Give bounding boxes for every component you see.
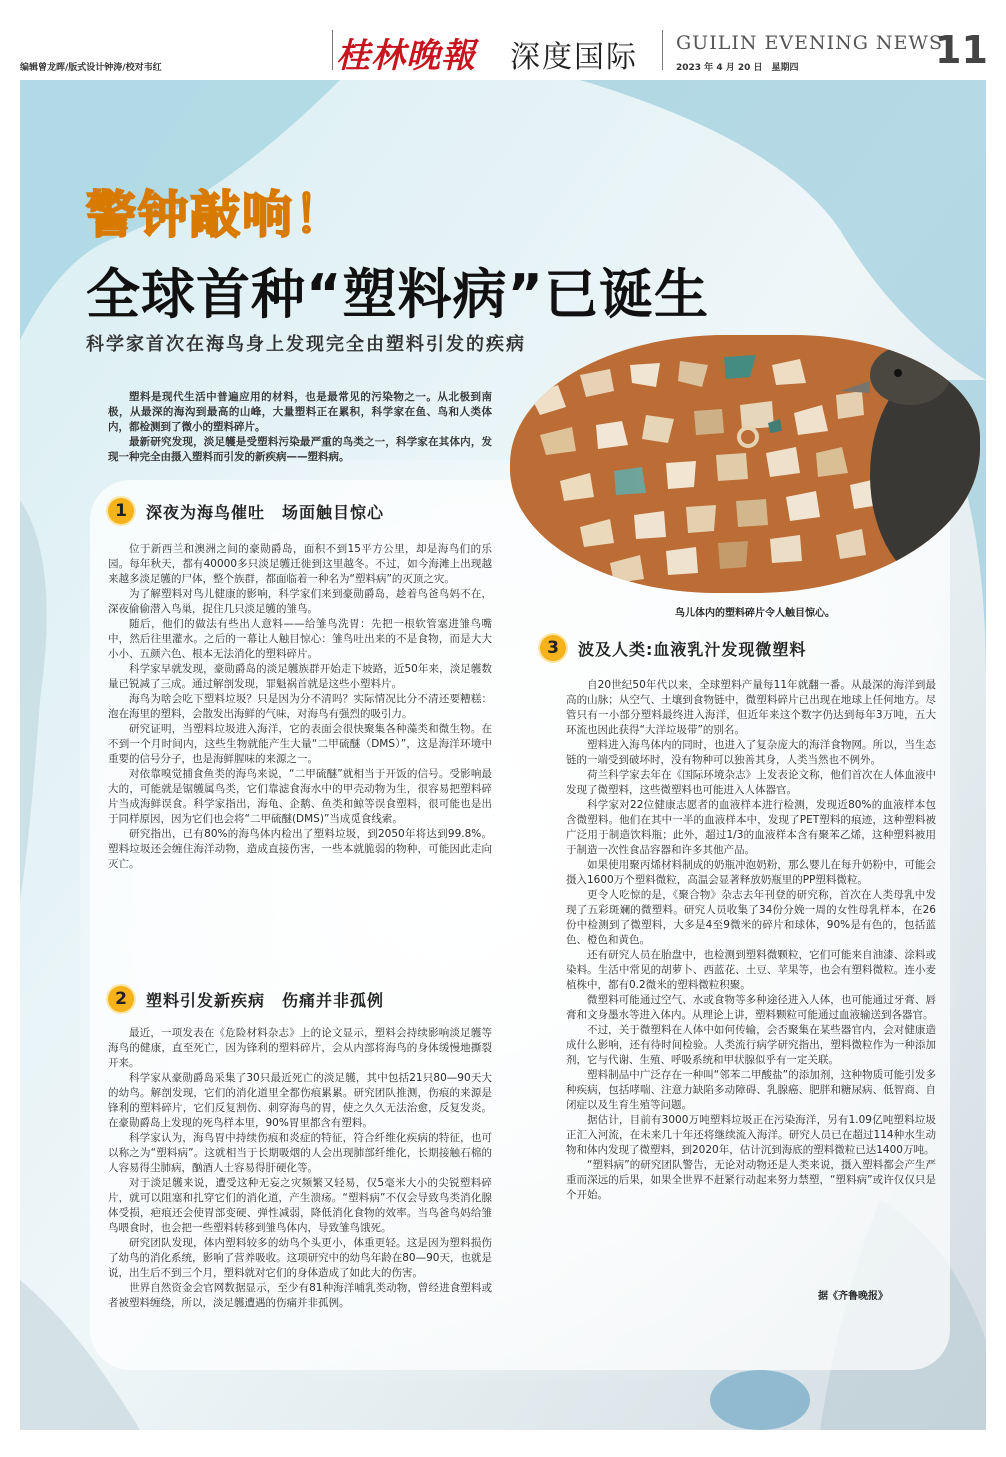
body-paragraph: 科学家从豪勋爵岛采集了30只最近死亡的淡足鹱，其中包括21只80—90天大的幼鸟。解剖发现，它们的消化道里全都伤痕累累。研究团队推测，伤痕的来源是锋利的塑料碎片，它们反复割伤、刺穿海鸟的胃，使之久久无法治愈，反复发炎。在豪勋爵岛上发现的死鸟样本里，90%胃里都含有塑料。 [108,1072,492,1129]
section-heading-2 [108,985,384,1013]
body-paragraph: 还有研究人员在胎盘中，也检测到塑料微颗粒，它们可能来自油漆、涂料或染料。生活中常见的胡萝卜、西蓝花、土豆、苹果等，也会有塑料微粒。连小麦植株中，都有0.2微米的塑料微粒积聚。 [566,949,936,991]
body-paragraph: 位于新西兰和澳洲之间的豪勋爵岛，面积不到15平方公里，却是海鸟们的乐园。每年秋天，都有40000多只淡足鹱迁徙到这里越冬。不过，如今海滩上出现越来越多淡足鹱的尸体，整个族群，都面临着一种名为“塑料病”的灭顶之灾。 [108,543,492,585]
subheadline: 科学家首次在海鸟身上发现完全由塑料引发的疾病 [86,334,526,355]
section-title: 塑料引发新疾病 伤痛并非孤例 [146,990,385,1010]
section-2-body [108,1026,492,1311]
body-paragraph: 随后，他们的做法有些出人意料——给雏鸟洗胃：先把一根软管塞进雏鸟嘴中，然后往里灌水。之后的一幕让人触目惊心：雏鸟吐出来的不是食物，而是大大小小、五颜六色、根本无法消化的塑料碎片。 [108,618,492,660]
body-paragraph: 研究证明，当塑料垃圾进入海洋，它的表面会很快聚集各种藻类和微生物。在不到一个月时间内，这些生物就能产生大量“二甲硫醚（DMS）”，这是海洋环境中重要的信号分子，也是海鲜腥味的来源之一。 [108,723,492,765]
section-3-body [566,678,936,1203]
body-paragraph: 对依靠嗅觉捕食鱼类的海鸟来说，“二甲硫醚”就相当于开饭的信号。受影响最大的，可能就是锯鹱属鸟类，它们靠滤食海水中的甲壳动物为生，很容易把塑料碎片当成海鲜误食。科学家指出，海龟、企鹅、鱼类和鲸等误食塑料，很可能也是出于同样原因，因为它们也会将“二甲硫醚(DMS)”当成觅食线索。 [108,768,492,825]
editor-credits: 编辑曾龙晖/版式设计钟涛/校对韦红 [20,63,162,73]
publication-date: 2023 年 4 月 20 日 星期四 [676,63,799,73]
section-heading-1 [108,497,384,525]
section-number-badge: 1 [108,498,134,524]
body-paragraph: 如果使用聚丙烯材料制成的奶瓶冲泡奶粉，那么婴儿在每升奶粉中，可能会摄入1600万个塑料微粒，高温会显著释放奶瓶里的PP塑料微粒。 [566,859,936,886]
body-paragraph: 塑料进入海鸟体内的同时，也进入了复杂庞大的海洋食物网。所以，当生态链的一端受到破坏时，没有物种可以独善其身，人类当然也不例外。 [566,739,936,766]
body-paragraph: 世界自然资金会官网数据显示，至少有81种海洋哺乳类动物，曾经进食塑料或者被塑料缠绕，所以，淡足鹱遭遇的伤痛并非孤例。 [108,1282,492,1309]
headline: 全球首种“塑料病”已诞生 [86,263,709,326]
body-paragraph: 对于淡足鹱来说，遭受这种无妄之灾频繁又轻易，仅5毫米大小的尖锐塑料碎片，就可以阻塞和扎穿它们的消化道，产生溃疡。“塑料病”不仅会导致鸟类消化腺体受损，疤痕还会使胃部变硬、弹性减弱，降低消化食物的效率。当鸟爸鸟妈给雏鸟喂食时，也会把一些塑料转移到雏鸟体内，导致雏鸟饿死。 [108,1177,492,1234]
body-paragraph: 最近，一项发表在《危险材料杂志》上的论文显示，塑料会持续影响淡足鹱等海鸟的健康，直至死亡，因为锋利的塑料碎片，会从内部将海鸟的身体缓慢地撕裂开来。 [108,1027,492,1069]
headline-kicker: 警钟敲响！ [86,186,346,244]
body-paragraph: 自20世纪50年代以来，全球塑料产量每11年就翻一番。从最深的海洋到最高的山脉；从空气、土壤到食物链中，微塑料碎片已出现在地球上任何地方。尽管只有一小部分塑料最终进入海洋，但近年来这个数字仍达到每年3万吨，五大环流也因此获得“大洋垃圾带”的别名。 [566,679,936,736]
section-title: 波及人类:血液乳汁发现微塑料 [578,639,807,659]
section-1-body [108,542,492,872]
section-title: 深夜为海鸟催吐 场面触目惊心 [146,502,385,522]
section-name: 深度国际 [510,40,638,75]
body-paragraph: 科学家对22位健康志愿者的血液样本进行检测，发现近80%的血液样本包含微塑料。他们在其中一半的血液样本中，发现了PET塑料的痕迹，这种塑料被广泛用于制造饮料瓶；此外，超过1/3的血液样本含有聚苯乙烯，这种塑料被用于制造一次性食品容器和许多其他产品。 [566,799,936,856]
lead-paragraph: 最新研究发现，淡足鹱是受塑料污染最严重的鸟类之一，科学家在其体内，发现一种完全由摄入塑料而引发的新疾病——塑料病。 [108,436,492,463]
article-source: 据《齐鲁晚报》 [818,1291,888,1302]
section-number-badge: 2 [108,986,134,1012]
body-paragraph: 不过，关于微塑料在人体中如何传输，会否聚集在某些器官内，会对健康造成什么影响，还有待时间检验。人类流行病学研究指出，塑料微粒作为一种添加剂，它与代谢、生殖、呼吸系统和甲状腺似乎有一定关联。 [566,1024,936,1066]
section-number-badge: 3 [540,635,566,661]
body-paragraph: 研究团队发现，体内塑料较多的幼鸟个头更小，体重更轻。这是因为塑料损伤了幼鸟的消化系统，影响了营养吸收。这项研究中的幼鸟年龄在80—90天，也就是说，出生后不到三个月，塑料就对它们的身体造成了如此大的伤害。 [108,1237,492,1279]
newspaper-logo: 桂林晚報 [336,36,476,76]
photo-caption: 鸟儿体内的塑料碎片令人触目惊心。 [675,608,835,619]
body-paragraph: 更令人吃惊的是，《聚合物》杂志去年刊登的研究称，首次在人类母乳中发现了五彩斑斓的微塑料。研究人员收集了34份分娩一周的女性母乳样本，在26份中检测到了微塑料，大多是4至9微米的碎片和球体，90%是有色的，包括蓝色、橙色和黄色。 [566,889,936,946]
article-lead [108,390,492,465]
header-divider [332,30,333,70]
newspaper-english-name: GUILIN EVENING NEWS [676,32,943,54]
body-paragraph: 科学家认为，海鸟胃中持续伤痕和炎症的特征，符合纤维化疾病的特征，也可以称之为“塑料病”。这就相当于长期吸烟的人会出现肺部纤维化，长期接触石棉的人容易得尘肺病，酗酒人士容易得肝硬化等。 [108,1132,492,1174]
section-heading-3 [540,634,806,662]
body-paragraph: 研究指出，已有80%的海鸟体内检出了塑料垃圾，到2050年将达到99.8%。塑料垃圾还会缠住海洋动物，造成直接伤害，一些本就脆弱的物种，可能因此走向灭亡。 [108,828,492,870]
page-number: 11 [935,28,988,72]
header-divider [662,30,663,70]
body-paragraph: 海鸟为啥会吃下塑料垃圾？只是因为分不清吗？实际情况比分不清还要糟糕：泡在海里的塑料，会散发出海鲜的气味，对海鸟有强烈的吸引力。 [108,693,492,720]
body-paragraph: “塑料病”的研究团队警告，无论对动物还是人类来说，摄入塑料都会产生严重而深远的后果，如果全世界不赶紧行动起来努力禁塑，“塑料病”或许仅仅只是个开始。 [566,1159,936,1201]
body-paragraph: 荷兰科学家去年在《国际环境杂志》上发表论文称，他们首次在人体血液中发现了微塑料，这些微塑料也可能进入人体器官。 [566,769,936,796]
body-paragraph: 据估计，目前有3000万吨塑料垃圾正在污染海洋，另有1.09亿吨塑料垃圾正汇入河流，在未来几十年还将继续流入海洋。研究人员已在超过114种水生动物和体内发现了微塑料，到2020年，估计沉到海底的塑料微粒已达1400万吨。 [566,1114,936,1156]
body-paragraph: 微塑料可能通过空气、水或食物等多种途径进入人体，也可能通过牙膏、唇膏和文身墨水等进入体内。从理论上讲，塑料颗粒可能通过血液输送到各器官。 [566,994,936,1021]
lead-paragraph: 塑料是现代生活中普遍应用的材料，也是最常见的污染物之一。从北极到南极，从最深的海沟到最高的山峰，大量塑料正在累积，科学家在鱼、鸟和人类体内，都检测到了微小的塑料碎片。 [108,391,492,433]
body-paragraph: 塑料制品中广泛存在一种叫“邻苯二甲酸盐”的添加剂，这种物质可能引发多种疾病，包括哮喘、注意力缺陷多动障碍、乳腺癌、肥胖和糖尿病、低智商、自闭症以及生育生殖等问题。 [566,1069,936,1111]
body-paragraph: 为了解塑料对鸟儿健康的影响，科学家们来到豪勋爵岛，趁着鸟爸鸟妈不在，深夜偷偷潜入鸟巢，捉住几只淡足鹱的雏鸟。 [108,588,492,615]
body-paragraph: 科学家早就发现，豪勋爵岛的淡足鹱族群开始走下坡路，近50年来，淡足鹱数量已锐减了三成。通过解剖发现，罪魁祸首就是这些小塑料片。 [108,663,492,690]
